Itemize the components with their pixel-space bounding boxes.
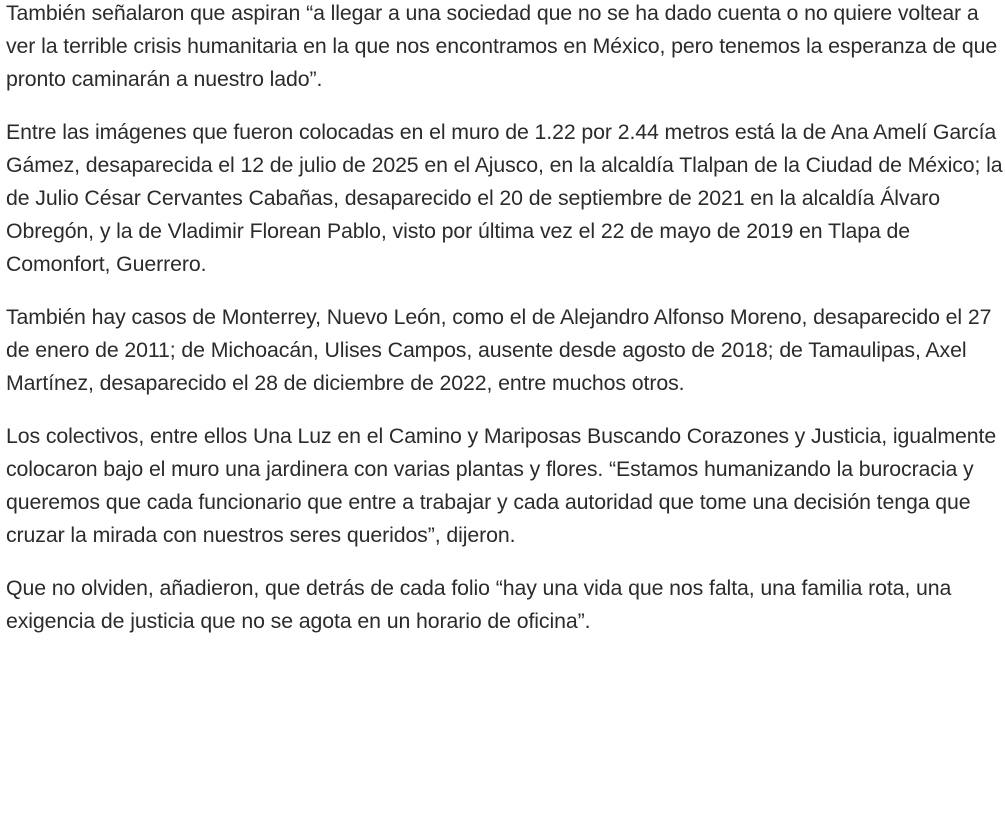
paragraph-closing-quote: Que no olviden, añadieron, que detrás de cada folio “hay una vida que nos falta, una familia rota, una exigencia de justicia que no se agota en un horario de oficina”. (6, 576, 952, 633)
paragraph-aspiration-quote: También señalaron que aspiran “a llegar a una sociedad que no se ha dado cuenta o no quiere voltear a ver la terrible crisis humanitaria en la que nos encontramos en México, pero tenemos la esperanza de que pronto caminarán a nuestro lado”. (6, 1, 998, 91)
paragraph-collectives: Los colectivos, entre ellos Una Luz en el Camino y Mariposas Buscando Corazones y Justicia, igualmente colocaron bajo el muro una jardinera con varias plantas y flores. “Estamos humanizando la burocracia y queremos que cada funcionario que entre a trabajar y cada autoridad que tome una decisión tenga que cruzar la mirada con nuestros seres queridos”, dijeron. (6, 424, 997, 547)
paragraph-wall-images: Entre las imágenes que fueron colocadas en el muro de 1.22 por 2.44 metros está la de Ana Amelí García Gámez, desaparecida el 12 de julio de 2025 en el Ajusco, en la alcaldía Tlalpan de la Ciudad de México; la de Julio César Cervantes Cabañas, desaparecido el 20 de septiembre de 2021 en la alcaldía Álvaro Obregón, y la de Vladimir Florean Pablo, visto por última vez el 22 de mayo de 2019 en Tlapa de Comonfort, Guerrero. (6, 120, 1003, 276)
paragraph-other-cases: También hay casos de Monterrey, Nuevo León, como el de Alejandro Alfonso Moreno, desaparecido el 27 de enero de 2011; de Michoacán, Ulises Campos, ausente desde agosto de 2018; de Tamaulipas, Axel Martínez, desaparecido el 28 de diciembre de 2022, entre muchos otros. (6, 305, 992, 395)
